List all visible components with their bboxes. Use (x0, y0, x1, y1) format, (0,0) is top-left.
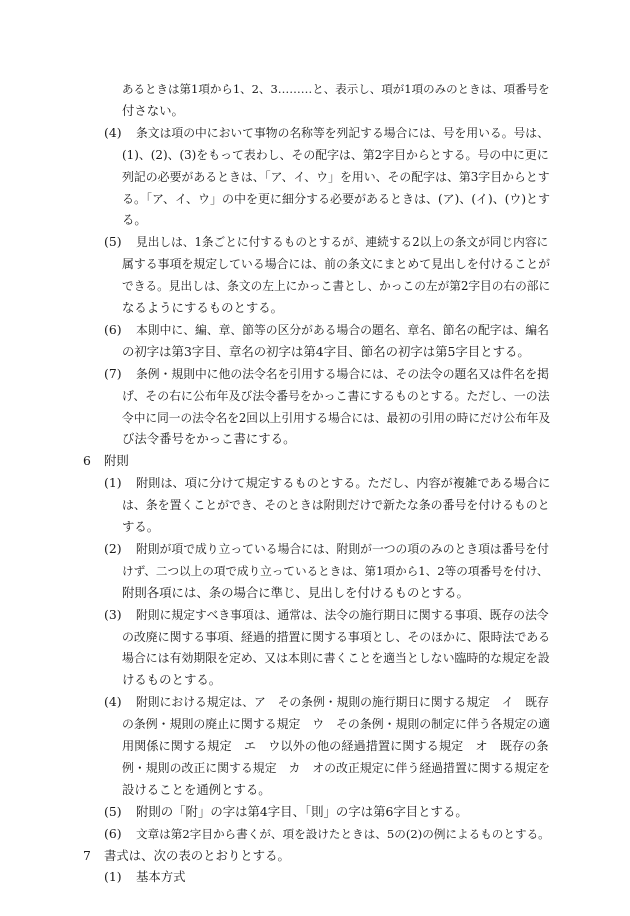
item-number: (4) (104, 694, 122, 710)
text-line: 場合には有効期限を定め、又は本則に書くことを適当としない臨時的な規定を設 (122, 651, 550, 666)
text-line: 属する事項を規定している場合には、前の条文にまとめて見出しを付けることが (122, 257, 551, 272)
item-text: 文章は第2字目から書くが、項を設けたときは、5の(2)の例によるものとする。 (136, 826, 550, 841)
item-number: (1) (104, 475, 122, 491)
text-line: あるときは第1項から1、2、3………と、表示し、項が1項のみのときは、項番号を (122, 82, 550, 96)
item-number: (4) (104, 124, 122, 140)
item-number: (5) (104, 234, 122, 250)
item-number: (3) (104, 606, 122, 622)
text-line: 例・規則の改正に関する規定 カ オの改正規定に伴う経過措置に関する規定を (122, 760, 551, 775)
text-line: 令中に同一の法令名を2回以上引用する場合には、最初の引用の時にだけ公布年及 (122, 410, 551, 425)
item-text: 本則中に、編、章、節等の区分がある場合の題名、章名、節名の配字は、編名 (136, 322, 549, 337)
section-number: 6 (83, 453, 91, 469)
item-text: 条文は項の中において事物の名称等を列記する場合には、号を用いる。号は、 (136, 125, 549, 140)
text-line: けず、二つ以上の項で成り立っているときは、第1項から1、2等の項番号を付け、 (122, 563, 549, 578)
text-line: (1)、(2)、(3)をもって表わし、その配字は、第2字目からとする。号の中に更に (122, 147, 549, 162)
text-line: の改廃に関する事項、経過的措置に関する事項とし、そのほかに、限時法である (122, 629, 551, 644)
item-number: (7) (104, 365, 122, 381)
text-line: び法令番号をかっこ書にする。 (122, 431, 296, 447)
text-line: なるようにするものとする。 (122, 300, 284, 315)
text-line: る。 (122, 212, 147, 228)
text-line: 設けることを通例とする。 (122, 781, 271, 797)
text-line: の条例・規則の廃止に関する規定 ウ その条例・規則の制定に伴う各規定の適 (122, 717, 551, 732)
text-line: する。 (122, 519, 160, 534)
item-number: (5) (104, 803, 122, 819)
item-number: (1) (104, 869, 122, 885)
text-line: 付さない。 (122, 102, 184, 118)
item-text: 附則は、項に分けて規定するものとする。ただし、内容が複雑である場合に (136, 476, 551, 491)
text-line: 用関係に関する規定 エ ウ以外の他の経過措置に関する規定 オ 既存の条 (122, 739, 549, 753)
section-heading: 書式は、次の表のとおりとする。 (104, 847, 290, 863)
item-text: 附則に規定すべき事項は、通常は、法令の施行期日に関する事項、既存の法令 (136, 607, 549, 622)
item-text: 附則の「附」の字は第4字目、「則」の字は第6字目とする。 (136, 803, 468, 819)
text-line: できる。見出しは、条文の左上にかっこ書とし、かっこの左が第2字目の右の部に (122, 279, 551, 294)
item-number: (6) (104, 321, 122, 337)
text-line: 附則各項には、条の場合に準じ、見出しを付けるものとする。 (122, 584, 469, 600)
item-text: 基本方式 (136, 869, 186, 885)
item-text: 附則における規定は、ア その条例・規則の施行期日に関する規定 イ 既存 (136, 695, 549, 710)
item-number: (2) (104, 540, 122, 556)
item-text: 条例・規則中に他の法令名を引用する場合には、その法令の題名又は件名を掲 (136, 366, 549, 381)
text-line: る。「ア、イ、ウ」の中を更に細分する必要があるときは、(ア)、(イ)、(ウ)とす (122, 191, 551, 206)
text-line: けるものとする。 (122, 672, 222, 688)
text-line: 列記の必要があるときは、「ア、イ、ウ」を用い、その配字は、第3字目からとす (122, 169, 550, 184)
item-text: 附則が項で成り立っている場合には、附則が一つの項のみのとき項は番号を付 (136, 541, 549, 556)
text-line: げ、その右に公布年及び法令番号をかっこ書にするものとする。ただし、一の法 (122, 388, 550, 403)
section-number: 7 (83, 847, 91, 863)
item-text: 見出しは、1条ごとに付するものとするが、連続する2以上の条文が同じ内容に (136, 235, 549, 250)
text-line: の初字は第3字目、章名の初字は第4字目、節名の初字は第5字目とする。 (122, 343, 530, 359)
section-heading: 附則 (104, 453, 129, 469)
text-line: は、条を置くことができ、そのときは附則だけで新たな条の番号を付けるものと (122, 498, 550, 513)
item-number: (6) (104, 825, 122, 841)
